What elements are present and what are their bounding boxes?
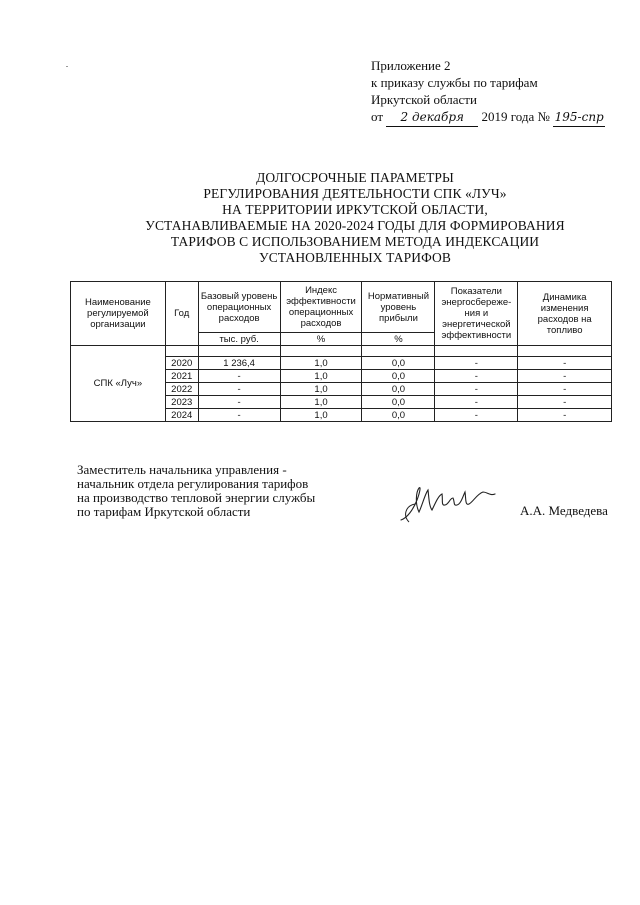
cell-base: - [198, 383, 280, 396]
cell-energy: - [435, 357, 518, 370]
cell-index: 1,0 [280, 396, 362, 409]
cell-index: 1,0 [280, 383, 362, 396]
cell-base: - [198, 409, 280, 422]
cell-year: 2020 [165, 357, 198, 370]
header-base: Базовый уровень операционных расходов [198, 282, 280, 333]
title-line-6: УСТАНОВЛЕННЫХ ТАРИФОВ [259, 250, 451, 265]
header-year: Год [165, 282, 198, 346]
cell-year: 2022 [165, 383, 198, 396]
title-line-1: ДОЛГОСРОЧНЫЕ ПАРАМЕТРЫ [256, 170, 454, 185]
unit-index: % [280, 333, 362, 346]
signatory-line-2: начальник отдела регулирования тарифов [77, 476, 309, 491]
header-energy: Показатели энергосбереже-ния и энергетической эффективности [435, 282, 518, 346]
cell-year: 2023 [165, 396, 198, 409]
parameters-table [70, 281, 612, 422]
title-line-3: НА ТЕРРИТОРИИ ИРКУТСКОЙ ОБЛАСТИ, [222, 202, 488, 217]
scan-artifact [66, 66, 68, 67]
org-name-cell: СПК «Луч» [71, 346, 166, 422]
unit-profit: % [362, 333, 435, 346]
cell-profit: 0,0 [362, 370, 435, 383]
title-line-2: РЕГУЛИРОВАНИЯ ДЕЯТЕЛЬНОСТИ СПК «ЛУЧ» [203, 186, 507, 201]
signatory-line-1: Заместитель начальника управления - [77, 462, 287, 477]
cell-profit: 0,0 [362, 396, 435, 409]
signatory-name: А.А. Медведева [520, 503, 608, 518]
signatory-line-3: на производство тепловой энергии службы [77, 490, 316, 505]
appendix-line-1: Приложение 2 [371, 58, 451, 73]
handwritten-number: 195-спр [553, 109, 605, 127]
cell-energy: - [435, 383, 518, 396]
cell-profit: 0,0 [362, 357, 435, 370]
table-spacer-row [71, 346, 612, 357]
appendix-block [371, 57, 605, 127]
year-text: 2019 года № [481, 109, 550, 124]
cell-profit: 0,0 [362, 383, 435, 396]
cell-base: 1 236,4 [198, 357, 280, 370]
cell-index: 1,0 [280, 370, 362, 383]
cell-index: 1,0 [280, 409, 362, 422]
date-prefix: от [371, 109, 384, 124]
handwritten-signature [395, 480, 500, 525]
cell-base: - [198, 370, 280, 383]
cell-fuel: - [518, 357, 612, 370]
cell-fuel: - [518, 396, 612, 409]
signatory-line-4: по тарифам Иркутской области [77, 504, 251, 519]
cell-energy: - [435, 409, 518, 422]
cell-index: 1,0 [280, 357, 362, 370]
unit-base: тыс. руб. [198, 333, 280, 346]
cell-profit: 0,0 [362, 409, 435, 422]
cell-energy: - [435, 370, 518, 383]
appendix-date-line [371, 108, 605, 127]
table-header-row [71, 282, 612, 333]
header-fuel: Динамика изменения расходов на топливо [518, 282, 612, 346]
document-title [70, 170, 640, 266]
header-index: Индекс эффективности операционных расходов [280, 282, 362, 333]
cell-fuel: - [518, 383, 612, 396]
title-line-4: УСТАНАВЛИВАЕМЫЕ НА 2020-2024 ГОДЫ ДЛЯ ФОРМИРОВАНИЯ [145, 218, 565, 233]
signatory-position [77, 463, 315, 519]
header-org: Наименование регулируемой организации [71, 282, 166, 346]
cell-base: - [198, 396, 280, 409]
title-line-5: ТАРИФОВ С ИСПОЛЬЗОВАНИЕМ МЕТОДА ИНДЕКСАЦИИ [170, 234, 540, 249]
cell-energy: - [435, 396, 518, 409]
cell-fuel: - [518, 370, 612, 383]
cell-year: 2021 [165, 370, 198, 383]
appendix-line-3: Иркутской области [371, 92, 477, 107]
header-profit: Нормативный уровень прибыли [362, 282, 435, 333]
cell-year: 2024 [165, 409, 198, 422]
handwritten-date: 2 декабря [386, 109, 478, 127]
appendix-line-2: к приказу службы по тарифам [371, 75, 538, 90]
cell-fuel: - [518, 409, 612, 422]
